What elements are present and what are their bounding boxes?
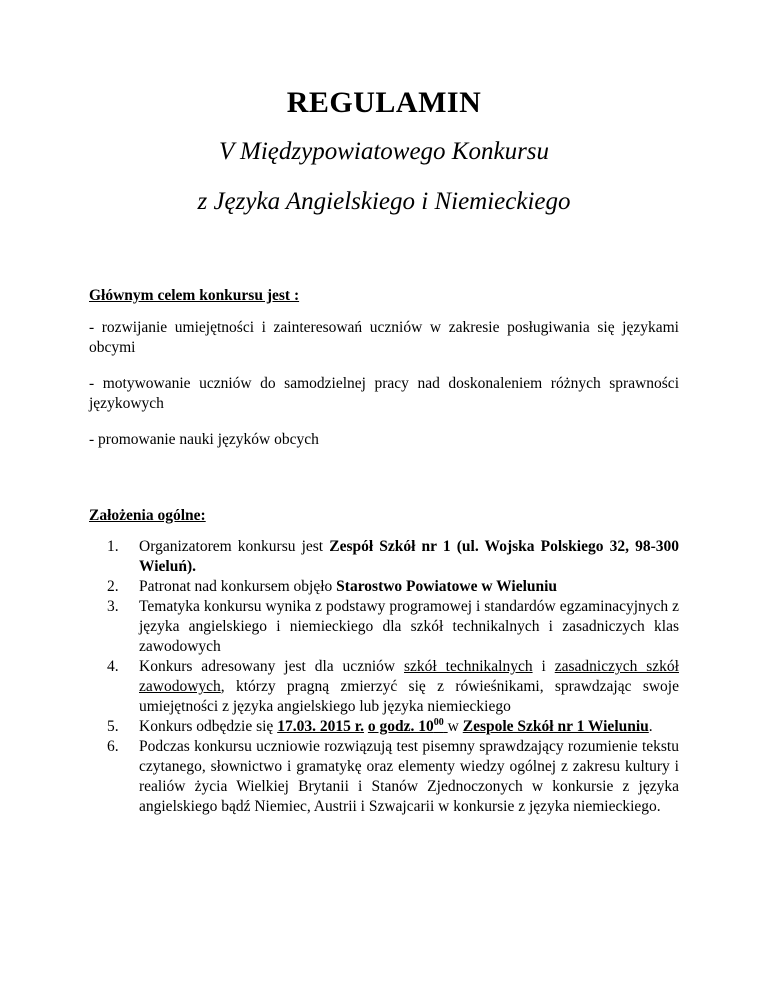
- rule-text: Tematyka konkursu wynika z podstawy programowej i standardów egzaminacyjnych z języka angielskiego i niemieckiego dla szkół technikalnych i zasadniczych klas zawodowych: [139, 598, 679, 655]
- rule-item-1: [107, 537, 679, 577]
- rule-item-4: [107, 657, 679, 717]
- school-type-vocational: zasadniczych szkół zawodowych: [139, 658, 679, 695]
- contest-time-hour: o godz. 10: [367, 718, 434, 735]
- rule-text: , którzy pragną zmierzyć się z rówieśnikami, sprawdzając swoje umiejętności z języka angielskiego lub języka niemieckiego: [139, 678, 679, 715]
- rule-text: Konkurs adresowany jest dla uczniów: [139, 658, 404, 675]
- goal-item: - motywowanie uczniów do samodzielnej pracy nad doskonaleniem różnych sprawności językowych: [89, 375, 679, 412]
- goal-item: - rozwijanie umiejętności i zainteresowań uczniów w zakresie posługiwania się językami obcymi: [89, 319, 679, 356]
- rule-text: w: [447, 718, 463, 735]
- school-type-technical: szkół technikalnych: [404, 658, 533, 675]
- rule-number: 6.: [107, 738, 119, 755]
- rule-text: i: [532, 658, 555, 675]
- rule-number: 5.: [107, 718, 119, 735]
- rule-number: 4.: [107, 658, 119, 675]
- rule-item-2: [107, 577, 679, 597]
- subtitle-line-2: z Języka Angielskiego i Niemieckiego: [197, 188, 571, 215]
- rule-number: 2.: [107, 578, 119, 595]
- page-title: REGULAMIN: [286, 86, 482, 119]
- rule-number: 1.: [107, 538, 119, 555]
- goals-heading: Głównym celem konkursu jest :: [89, 287, 300, 304]
- contest-place: Zespole Szkół nr 1 Wieluniu: [462, 718, 649, 735]
- rule-number: 3.: [107, 598, 119, 615]
- contest-date: 17.03. 2015 r.: [277, 718, 365, 735]
- rule-item-5: [107, 717, 679, 737]
- rule-text: Podczas konkursu uczniowie rozwiązują test pisemny sprawdzający rozumienie tekstu czytanego, słownictwo i gramatykę oraz elementy wiedzy ogólnej z zakresu kultury i realiów życia Wielkiej Brytanii i Stanów Zjednoczonych w konkursie z języka angielskiego bądź Niemiec, Austrii i Szwajcarii w konkursie z języka niemieckiego.: [139, 738, 679, 815]
- rule-text: Organizatorem konkursu jest: [139, 538, 330, 555]
- rule-item-3: [107, 597, 679, 657]
- subtitle-line-1: V Międzypowiatowego Konkursu: [218, 138, 550, 165]
- rule-text: Konkurs odbędzie się: [139, 718, 278, 735]
- rules-heading: Założenia ogólne:: [89, 507, 206, 524]
- contest-time: [368, 718, 448, 735]
- rule-text-end: .: [648, 718, 653, 735]
- organizer-name: Zespół Szkół nr 1 (ul. Wojska Polskiego 32, 98-300 Wieluń).: [139, 538, 679, 575]
- rule-item-6: [107, 737, 679, 817]
- patron-name: Starostwo Powiatowe w Wieluniu: [336, 578, 558, 595]
- rule-text: Patronat nad konkursem objęło: [139, 578, 337, 595]
- contest-time-minutes: 00: [433, 716, 444, 728]
- goal-item: - promowanie nauki języków obcych: [89, 431, 319, 448]
- rules-list: [107, 537, 679, 817]
